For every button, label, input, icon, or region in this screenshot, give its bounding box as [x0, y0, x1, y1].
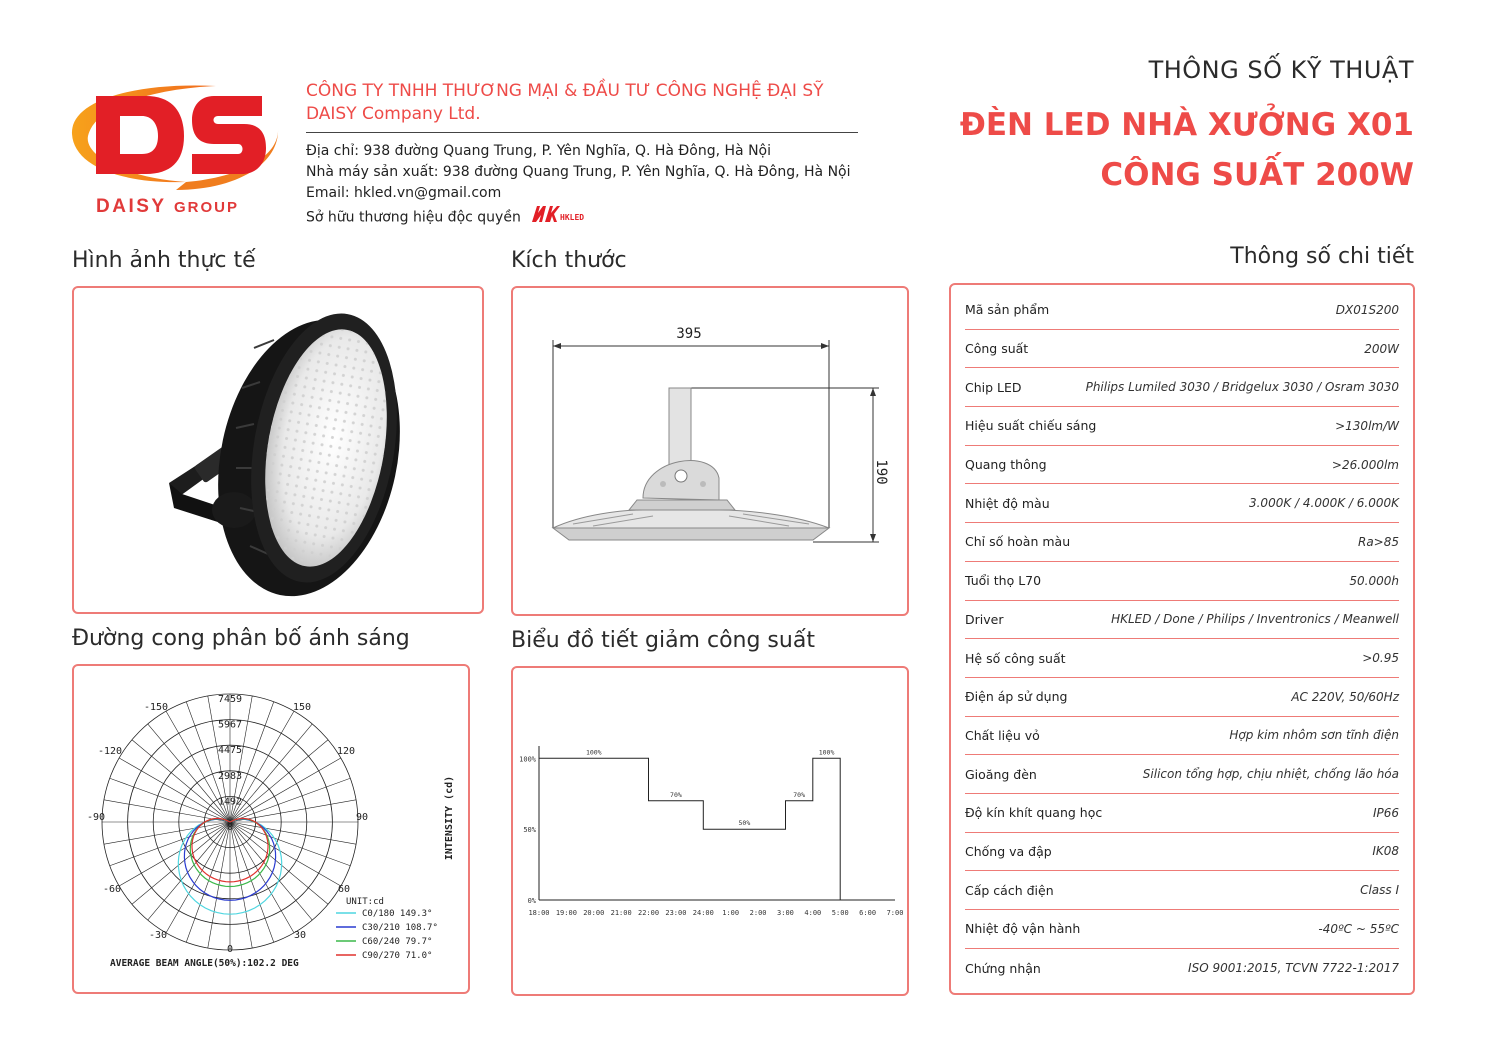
polar-angle-label: 0: [226, 944, 234, 955]
dimensions-panel: [511, 286, 909, 616]
polar-angle-label: -150: [143, 702, 169, 713]
section-title-specs: Thông số chi tiết: [1230, 244, 1414, 269]
spec-row: [965, 717, 1399, 756]
spec-row: [965, 794, 1399, 833]
polar-radial-label: 2983: [217, 770, 243, 782]
spec-label: Hiệu suất chiếu sáng: [965, 418, 1097, 434]
polar-angle-label: -120: [97, 746, 123, 757]
dimming-step-label: 70%: [670, 790, 682, 799]
dimming-x-tick-label: 3:00: [777, 909, 794, 917]
company-email: Email: hkled.vn@gmail.com: [306, 185, 502, 201]
spec-row: [965, 562, 1399, 601]
spec-value: IP66: [1372, 805, 1399, 820]
product-title-line1: ĐÈN LED NHÀ XƯỞNG X01: [959, 107, 1414, 143]
spec-value: >130lm/W: [1335, 418, 1399, 433]
spec-value: Class I: [1360, 883, 1399, 898]
spec-row: [965, 949, 1399, 988]
dimming-x-tick-label: 6:00: [859, 909, 877, 917]
dimming-x-tick-label: 21:00: [610, 909, 632, 917]
polar-angle-label: -60: [102, 884, 122, 895]
spec-value: 3.000K / 4.000K / 6.000K: [1248, 496, 1399, 511]
spec-table: [949, 283, 1415, 995]
spec-value: Philips Lumiled 3030 / Bridgelux 3030 / Osram 3030: [1085, 380, 1399, 395]
dimming-x-tick-label: 23:00: [665, 909, 687, 917]
logo-group: GROUP: [174, 199, 240, 216]
dimension-height-label: 190: [873, 459, 889, 485]
logo-name: DAISY: [96, 196, 167, 217]
spec-label: Công suất: [965, 341, 1029, 357]
spec-row: [965, 330, 1399, 369]
dimming-chart-panel: [511, 666, 909, 996]
spec-label: Chống va đập: [965, 843, 1052, 859]
document-kicker: THÔNG SỐ KỸ THUẬT: [1148, 56, 1414, 84]
spec-row: [965, 446, 1399, 485]
polar-angle-label: 30: [293, 930, 307, 941]
polar-radial-label: 5967: [217, 719, 243, 731]
spec-label: Cấp cách điện: [965, 882, 1054, 898]
polar-intensity-label: INTENSITY (cd): [444, 775, 455, 861]
spec-label: Driver: [965, 611, 1004, 627]
spec-row: [965, 523, 1399, 562]
dimming-step-label: 100%: [585, 748, 602, 757]
dimension-drawing: [513, 288, 907, 614]
dimming-y-tick-label: 0%: [527, 897, 536, 905]
company-ownership-line: [306, 204, 858, 231]
section-title-dimensions: Kích thước: [511, 248, 627, 273]
product-title-line2: CÔNG SUẤT 200W: [1100, 157, 1414, 193]
dimming-step-label: 50%: [738, 819, 751, 828]
polar-radial-label: 7459: [217, 694, 243, 705]
dimming-x-tick-label: 2:00: [749, 909, 767, 917]
logo-wordmark: [96, 196, 239, 218]
spec-value: Ra>85: [1357, 534, 1399, 549]
polar-angle-label: -90: [86, 812, 106, 823]
spec-row: [965, 678, 1399, 717]
company-name-en: DAISY Company Ltd.: [306, 104, 481, 124]
spec-label: Gioăng đèn: [965, 766, 1037, 782]
spec-value: >26.000lm: [1331, 457, 1399, 472]
spec-value: >0.95: [1362, 651, 1399, 666]
dimming-y-tick-label: 50%: [523, 826, 536, 835]
spec-value: DX01S200: [1335, 302, 1399, 317]
hkled-logo: [531, 204, 591, 231]
polar-angle-label: 60: [337, 884, 351, 895]
spec-label: Quang thông: [965, 457, 1047, 473]
spec-value: HKLED / Done / Philips / Inventronics / Meanwell: [1111, 612, 1399, 627]
spec-row: [965, 639, 1399, 678]
section-title-light-curve: Đường cong phân bố ánh sáng: [72, 626, 410, 651]
spec-label: Nhiệt độ màu: [965, 495, 1050, 511]
spec-label: Nhiệt độ vận hành: [965, 921, 1081, 937]
spec-label: Hệ số công suất: [965, 650, 1066, 666]
spec-label: Tuổi thọ L70: [965, 573, 1042, 589]
spec-value: Silicon tổng hợp, chịu nhiệt, chống lão hóa: [1142, 767, 1399, 782]
ds-logo-mark-icon: [66, 78, 286, 198]
polar-radial-label: 4475: [217, 745, 243, 757]
product-photo-panel: [72, 286, 484, 614]
polar-angle-label: -30: [148, 930, 168, 941]
polar-legend-label: C0/180 149.3°: [362, 909, 433, 919]
dimming-x-tick-label: 7:00: [886, 909, 904, 917]
dimming-x-tick-label: 1:00: [722, 909, 740, 917]
polar-unit-label: UNIT:cd: [346, 897, 384, 907]
dimming-y-tick-label: 100%: [519, 755, 536, 764]
dimming-x-tick-label: 20:00: [583, 909, 605, 917]
spec-value: 200W: [1364, 341, 1399, 356]
polar-beam-angle: AVERAGE BEAM ANGLE(50%):102.2 DEG: [110, 958, 299, 969]
dimming-x-tick-label: 5:00: [831, 909, 849, 917]
spec-label: Chứng nhận: [965, 960, 1041, 976]
polar-legend-label: C30/210 108.7°: [362, 923, 438, 933]
company-info: [306, 80, 858, 231]
dimming-x-tick-label: 24:00: [692, 909, 714, 917]
document-header: [960, 56, 1414, 200]
dimming-x-tick-label: 18:00: [528, 909, 550, 917]
spec-value: ISO 9001:2015, TCVN 7722-1:2017: [1188, 961, 1399, 976]
spec-label: Mã sản phẩm: [965, 302, 1050, 318]
spec-label: Chip LED: [965, 379, 1022, 395]
dimming-schedule-chart: [513, 668, 907, 994]
spec-row: [965, 368, 1399, 407]
dimming-step-line: [539, 758, 840, 900]
polar-angle-label: 90: [355, 812, 369, 823]
highbay-lamp-image: [74, 288, 482, 612]
polar-angle-label: 150: [292, 702, 312, 713]
company-address: Địa chỉ: 938 đường Quang Trung, P. Yên Nghĩa, Q. Hà Đông, Hà Nội: [306, 143, 771, 159]
spec-value: IK08: [1372, 844, 1399, 859]
spec-value: -40ºC ~ 55ºC: [1318, 921, 1399, 936]
spec-value: 50.000h: [1349, 573, 1399, 588]
spec-label: Độ kín khít quang học: [965, 805, 1103, 821]
spec-row: [965, 871, 1399, 910]
section-title-photo: Hình ảnh thực tế: [72, 248, 256, 273]
dimension-width-label: 395: [676, 326, 702, 342]
dimming-step-label: 100%: [818, 748, 835, 757]
company-ownership: Sở hữu thương hiệu độc quyền: [306, 209, 521, 226]
polar-radial-label: 1492: [217, 796, 243, 808]
spec-row: [965, 910, 1399, 949]
spec-row: [965, 407, 1399, 446]
company-divider: [306, 132, 858, 133]
dimming-step-label: 70%: [793, 790, 806, 799]
polar-light-distribution-chart: [74, 666, 468, 992]
polar-legend-label: C60/240 79.7°: [362, 937, 433, 947]
spec-label: Chất liệu vỏ: [965, 727, 1040, 743]
polar-angle-label: 120: [336, 746, 356, 757]
spec-row: [965, 755, 1399, 794]
polar-legend-label: C90/270 71.0°: [362, 951, 433, 961]
dimming-x-tick-label: 22:00: [637, 909, 660, 917]
light-distribution-panel: [72, 664, 470, 994]
polar-radial-label: 0: [226, 822, 234, 833]
dimming-x-tick-label: 19:00: [555, 909, 577, 917]
spec-label: Điện áp sử dụng: [965, 689, 1068, 705]
spec-row: [965, 601, 1399, 640]
spec-row: [965, 291, 1399, 330]
spec-value: Hợp kim nhôm sơn tĩnh điện: [1229, 728, 1399, 743]
spec-row: [965, 484, 1399, 523]
section-title-dimming: Biểu đồ tiết giảm công suất: [511, 628, 815, 653]
spec-value: AC 220V, 50/60Hz: [1291, 689, 1399, 704]
spec-row: [965, 833, 1399, 872]
hkled-logo-text: HKLED: [560, 213, 585, 222]
company-name-vi: CÔNG TY TNHH THƯƠNG MẠI & ĐẦU TƯ CÔNG NGHỆ ĐẠI SỸ: [306, 81, 824, 101]
company-factory: Nhà máy sản xuất: 938 đường Quang Trung, P. Yên Nghĩa, Q. Hà Đông, Hà Nội: [306, 164, 851, 180]
spec-label: Chỉ số hoàn màu: [965, 534, 1071, 550]
dimming-x-tick-label: 4:00: [804, 909, 822, 917]
